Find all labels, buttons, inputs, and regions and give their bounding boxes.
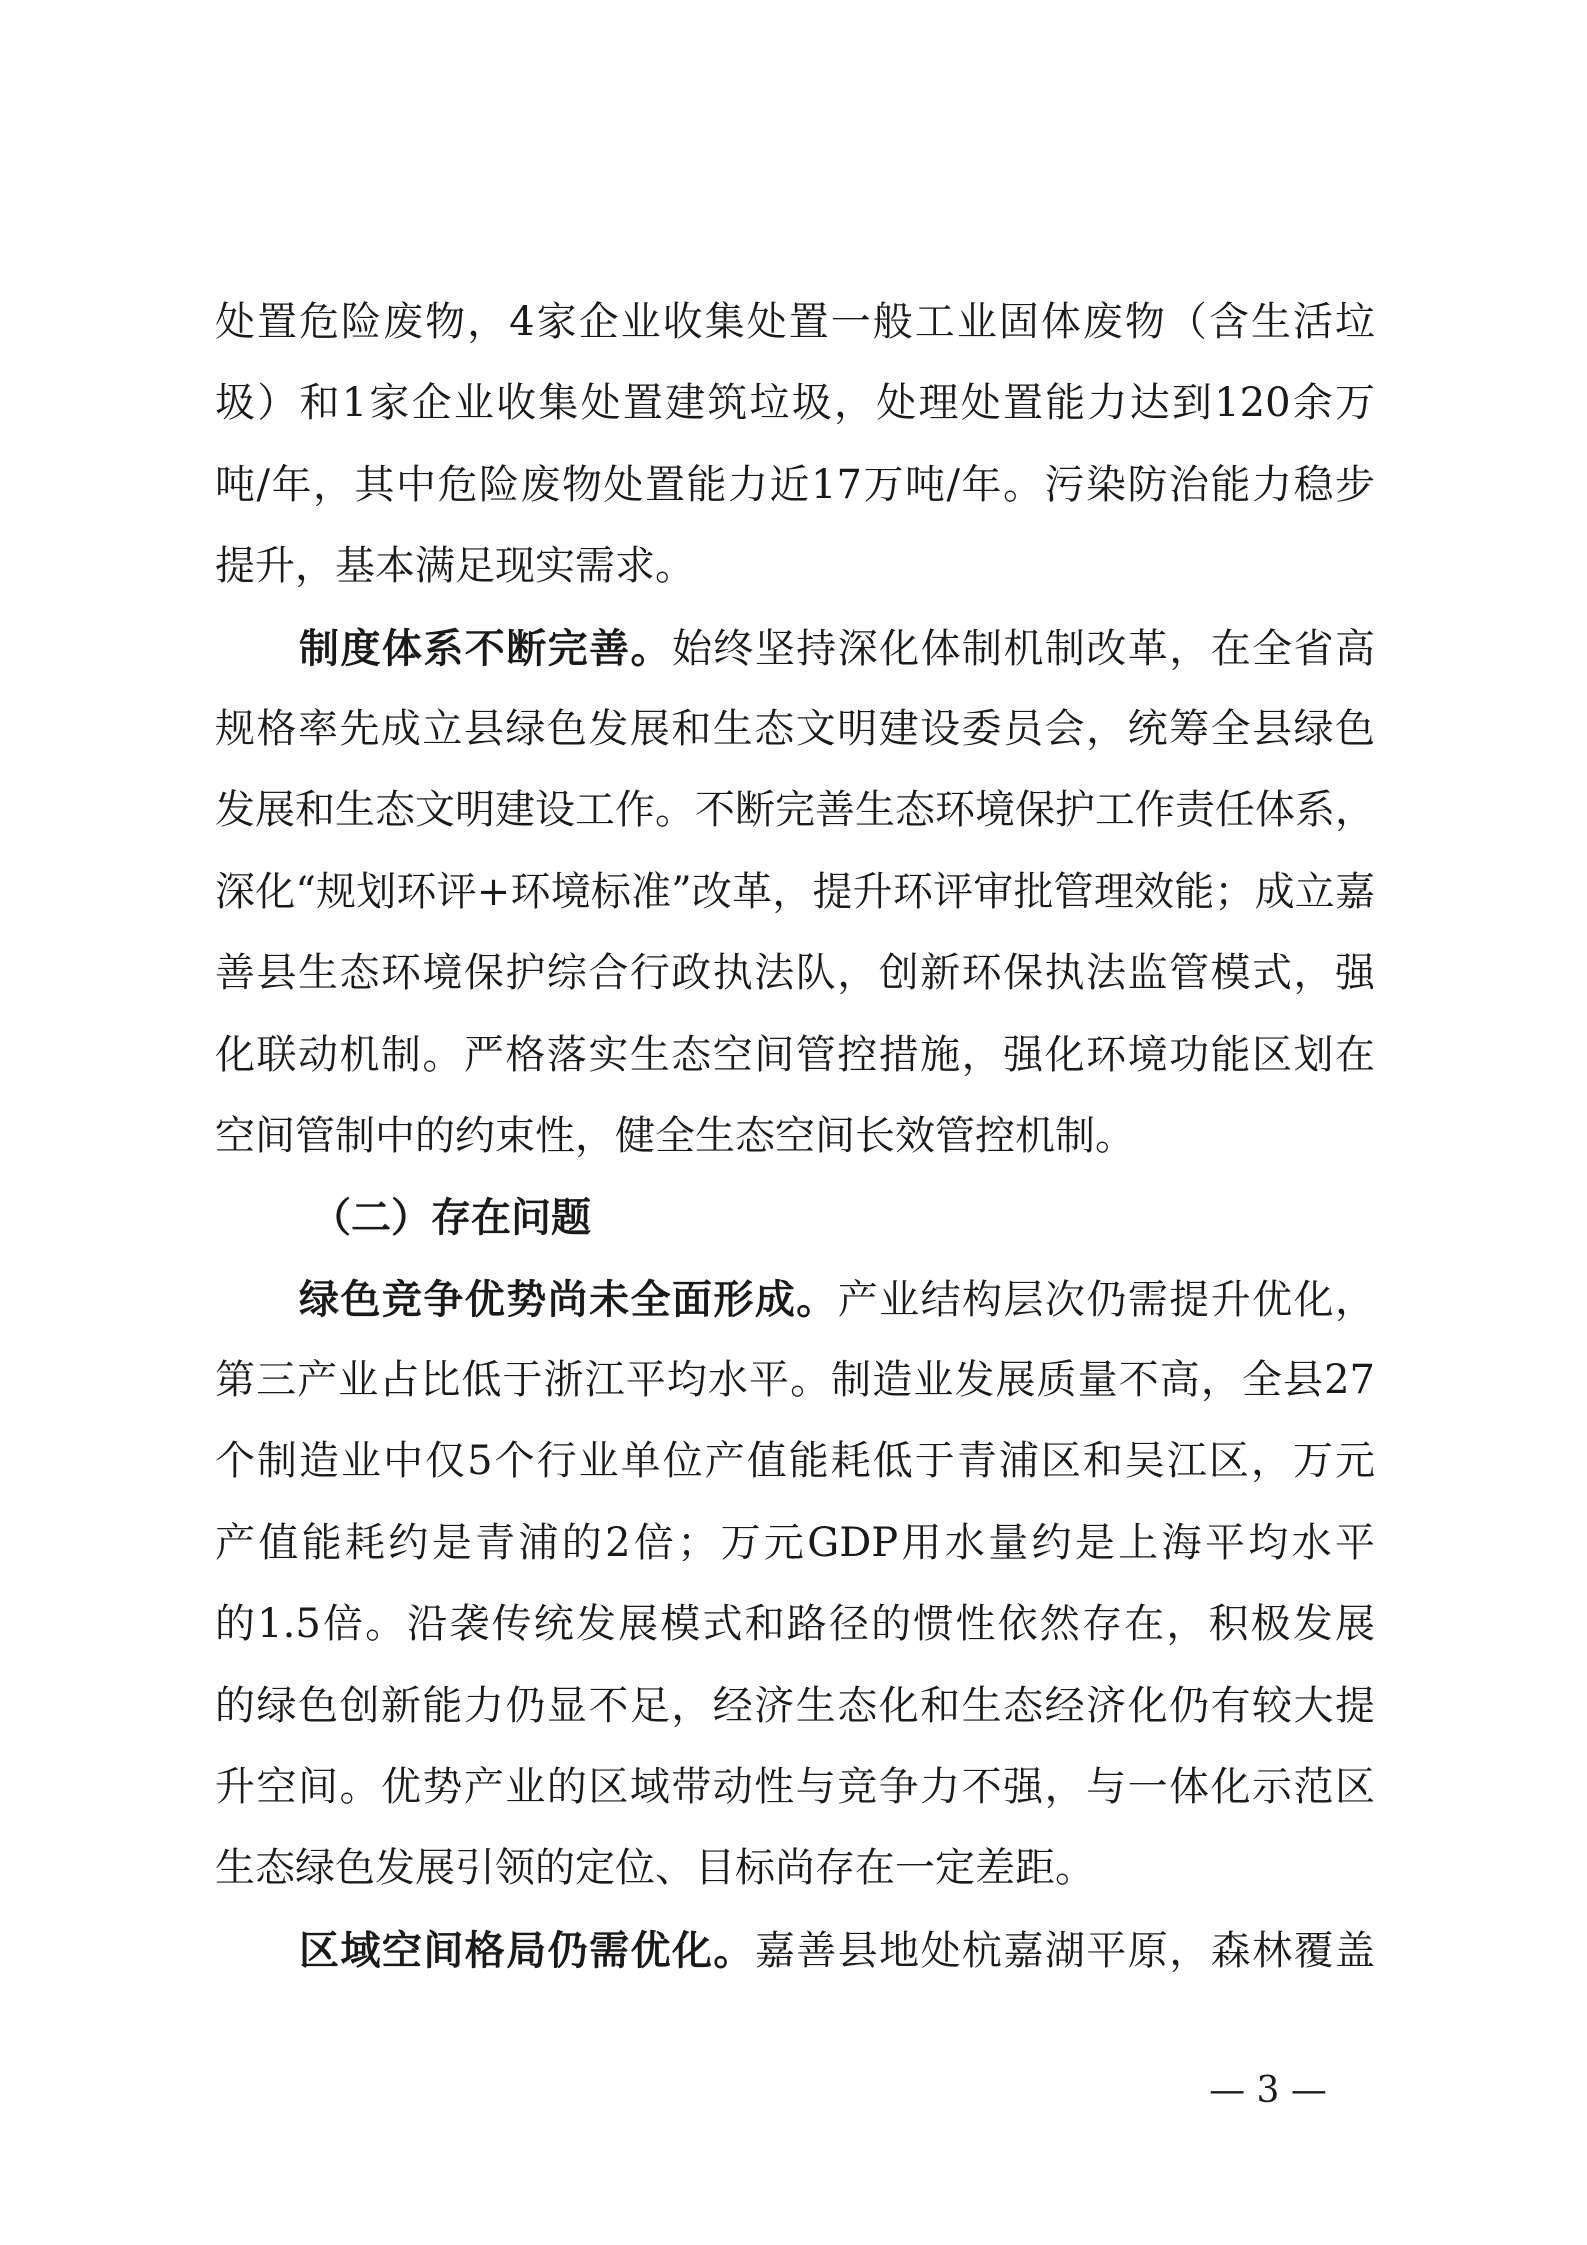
paragraph-first-line bbox=[215, 1910, 1375, 1991]
document-page bbox=[215, 282, 1375, 1991]
text-line: 提升，基本满足现实需求。 bbox=[215, 543, 695, 590]
text-line: 空间管制中的约束性，健全生态空间长效管控机制。 bbox=[215, 1112, 1135, 1159]
paragraph-lead: 区域空间格局仍需优化。 bbox=[299, 1926, 755, 1974]
text-line: 第三产业占比低于浙江平均水平。制造业发展质量不高，全县27 bbox=[215, 1357, 1375, 1404]
text-line: 化联动机制。严格落实生态空间管控措施，强化环境功能区划在 bbox=[215, 1031, 1375, 1078]
text-line: 圾）和1家企业收集处置建筑垃圾，处理处置能力达到120余万 bbox=[215, 380, 1375, 427]
paragraph-first-line bbox=[215, 1259, 1375, 1340]
paragraph-lead: 制度体系不断完善。 bbox=[299, 624, 672, 672]
paragraph-first-line bbox=[215, 608, 1375, 689]
text-run: 嘉善县地处杭嘉湖平原，森林覆盖 bbox=[754, 1927, 1376, 1974]
text-line: 的绿色创新能力仍显不足，经济生态化和生态经济化仍有较大提 bbox=[215, 1682, 1375, 1729]
text-line: 深化“规划环评+环境标准”改革，提升环评审批管理效能；成立嘉 bbox=[215, 868, 1375, 915]
text-run: 始终坚持深化体制机制改革，在全省高 bbox=[671, 625, 1376, 672]
text-line: 产值能耗约是青浦的2倍；万元GDP用水量约是上海平均水平 bbox=[215, 1519, 1375, 1566]
text-line: 发展和生态文明建设工作。不断完善生态环境保护工作责任体系， bbox=[215, 787, 1375, 834]
paragraph-lead: 绿色竞争优势尚未全面形成。 bbox=[299, 1275, 838, 1323]
text-line: 生态绿色发展引领的定位、目标尚存在一定差距。 bbox=[215, 1845, 1095, 1892]
section-heading: （二）存在问题 bbox=[311, 1194, 591, 1242]
text-line: 规格率先成立县绿色发展和生态文明建设委员会，统筹全县绿色 bbox=[215, 705, 1375, 752]
text-run: 产业结构层次仍需提升优化， bbox=[837, 1276, 1376, 1323]
text-line: 个制造业中仅5个行业单位产值能耗低于青浦区和吴江区，万元 bbox=[215, 1438, 1375, 1485]
text-line: 吨/年，其中危险废物处置能力近17万吨/年。污染防治能力稳步 bbox=[215, 461, 1375, 508]
text-line: 的1.5倍。沿袭传统发展模式和路径的惯性依然存在，积极发展 bbox=[215, 1601, 1375, 1648]
text-line: 处置危险废物，4家企业收集处置一般工业固体废物（含生活垃 bbox=[215, 299, 1375, 345]
page-number: — 3 — bbox=[1209, 2070, 1327, 2111]
text-line: 善县生态环境保护综合行政执法队，创新环保执法监管模式，强 bbox=[215, 950, 1375, 997]
text-line: 升空间。优势产业的区域带动性与竞争力不强，与一体化示范区 bbox=[215, 1764, 1375, 1811]
